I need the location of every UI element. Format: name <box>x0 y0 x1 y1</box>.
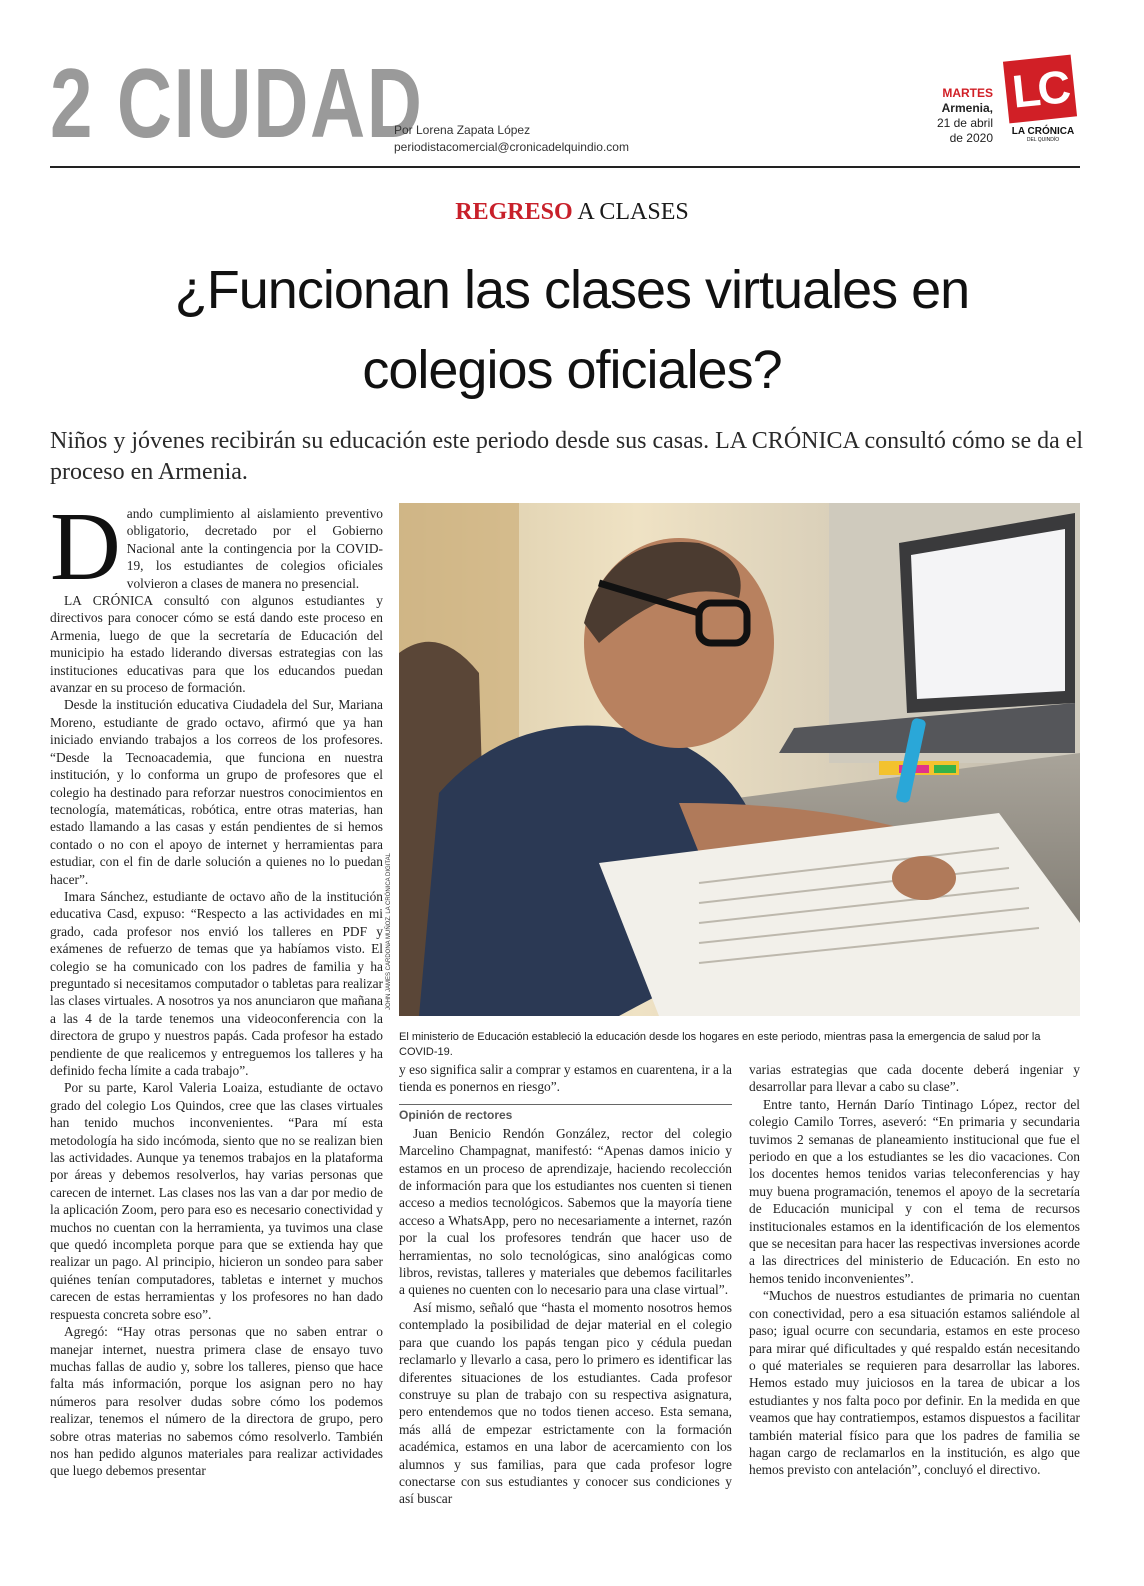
date-line-1: 21 de abril <box>936 116 993 130</box>
article-column-2 <box>399 1061 732 1508</box>
date-line-2: de 2020 <box>949 131 993 145</box>
article-paragraph: Imara Sánchez, estudiante de octavo año de la institución educativa Casd, expuso: “Respecto a las actividades en mi grado, cada profesor nos envió los talleres en PDF y exámenes de refuerzo de temas que ya habíamos visto. El colegio se ha comunicado con los padres de familia y ha preguntado si necesitamos computador o tabletas para realizar las clases virtuales. A nosotros ya nos anunciaron que mañana a las 4 de la tarde tenemos una videoconferencia con la directora de grupo y nuestros papás. Cada profesor ha estado pendiente de que realicemos y entreguemos los talleres y ha definido fecha límite a cada trabajo”. <box>50 888 383 1078</box>
dropcap: D <box>50 493 121 601</box>
kicker-rest: A CLASES <box>577 199 689 225</box>
page-header <box>0 0 1144 170</box>
article-paragraph: Juan Benicio Rendón González, rector del colegio Marcelino Champagnat, manifestó: “Apenas damos inicio y estamos en un proceso de aprendizaje, haciendo recolección de información para que los estudiantes nos cuenten si tienen acceso a medios tecnológicos. Sabemos que la mayoría tiene acceso a WhatsApp, pero no necesariamente a internet, razón por la cual los profesores tendrán que hacer uso de herramientas, no solo tecnológicas, sino analógicas como libros, revistas, talleres y materiales que debemos facilitarles a quienes no cuenten con lo necesario para una clase virtual”. <box>399 1125 732 1298</box>
photo-caption: El ministerio de Educación estableció la educación desde los hogares en este periodo, mientras pasa la emergencia de salud por la COVID-19. <box>399 1031 1041 1058</box>
deck: Niños y jóvenes recibirán su educación este periodo desde sus casas. LA CRÓNICA consultó cómo se da el proceso en Armenia. <box>50 428 1084 485</box>
logo-name: LA CRÓNICA <box>1011 126 1075 137</box>
section-title: 2 CIUDAD <box>50 48 424 158</box>
headline-line-2: colegios oficiales? <box>362 340 782 400</box>
byline-author: Por Lorena Zapata López <box>394 123 531 137</box>
logo-subtitle: DEL QUINDÍO <box>1026 137 1060 143</box>
kicker-highlight: REGRESO <box>455 199 573 225</box>
article-paragraph: varias estrategias que cada docente deberá ingeniar y desarrollar para llevar a cabo su clase”. <box>749 1062 1080 1095</box>
headline <box>40 250 1104 410</box>
date-weekday: MARTES <box>942 86 993 100</box>
byline <box>394 122 629 156</box>
article-paragraph: y eso significa salir a comprar y estamos en cuarentena, ir a la tienda es ponernos en riesgo”. <box>399 1062 732 1095</box>
article-column-1 <box>50 493 383 1480</box>
article-paragraph: Agregó: “Hay otras personas que no saben entrar o manejar internet, nuestra primera clase de ensayo tuvo muchas fallas de audio y, sobre los talleres, pienso que hace falta más información, porque los asignan pero no hay números para resolver dudas sobre cómo los podemos realizar, tenemos el número de la directora de grupo, pero sobre otras materias no sabemos cómo resolverlo. También nos han pedido algunos materiales para realizar actividades que luego debemos presentar <box>50 1324 383 1479</box>
photo-credit: JOHN JAMES CARDONA MUÑOZ. LA CRÓNICA DIGITAL <box>386 853 392 1010</box>
article-paragraph: Por su parte, Karol Valeria Loaiza, estudiante de octavo grado del colegio Los Quindos, cree que las clases virtuales han tenido muchos inconvenientes. “Para mí esta metodología ha sido incómoda, siento que no se realizan bien las actividades. Aunque ya tenemos trabajos en la plataforma por áreas y debemos resolverlos, hay varias personas que carecen de internet. Las clases nos las van a dar por medio de la aplicación Zoom, pero para eso es necesario conectividad y muchos no cuentan con la herramienta, ya tuvimos una clase que quedó incompleta porque para que se extienda hay que realizar un pago. Al principio, hicieron un sondeo para saber quiénes tenían computadores, tabletas e internet y muchos carecen de estas herramientas y los profesores no han dado respuesta concreta sobre eso”. <box>50 1080 383 1322</box>
article-paragraph: Dando cumplimiento al aislamiento preventivo obligatorio, decretado por el Gobierno Nacional ante la contingencia por la COVID-19, los estudiantes de colegios oficiales volvieron a clases de manera no presencial. <box>50 493 383 601</box>
photo-illustration <box>399 503 1080 1016</box>
article-paragraph: Desde la institución educativa Ciudadela del Sur, Mariana Moreno, estudiante de grado octavo, afirmó que ya han iniciado enviando trabajos a los correos de los profesores. “Desde la Tecnoacademia, que funciona en nuestra institución, y lo conforma un grupo de profesores que el colegio ha destinado para reforzar nuestros conocimientos en tecnología, matemáticas, robótica, entre otras materias, han estado llamando a las casas y están pendientes de si hemos contado o no con el apoyo de internet y herramientas para estudiar, con el fin de darle solución a quienes no lo puedan hacer”. <box>50 697 383 887</box>
issue-date <box>900 86 993 146</box>
article-paragraph: Así mismo, señaló que “hasta el momento nosotros hemos contemplado la posibilidad de dejar material en el colegio para que cuando los papás tengan pico y cédula puedan reclamarlo y llevarlo a casa, pero lo primero es identificar las diferentes situaciones de los estudiantes. Cada profesor construye su plan de trabajo con su respectiva asignatura, pero entendemos que no todos tienen acceso. Esta semana, más allá de empezar estrictamente con la formación académica, estamos en una labor de acercamiento con los alumnos y sus familias, para que cada profesor logre conectarse con sus estudiantes y conocer sus condiciones y así buscar <box>399 1299 732 1507</box>
byline-email: periodistacomercial@cronicadelquindio.com <box>394 140 629 154</box>
kicker <box>0 198 1144 226</box>
article-paragraph: “Muchos de nuestros estudiantes de primaria no cuentan con conectividad, pero a esa situación estamos saliéndole al paso; igual ocurre con secundaria, estamos en este proceso para mirar qué dificultades y qué respaldo están necesitando o qué materiales se requieren para desarrollar las labores. Hemos estado muy juiciosos en la tarea de ubicar a los estudiantes y nos falta poco por definir. En la medida en que veamos que hay contratiempos, estamos dispuestos a facilitar también material físico para que los padres de familia se hagan cargo de reclamarlos en la institución, es algo que hemos previsto con antelación”, concluyó el directivo. <box>749 1288 1080 1478</box>
article-paragraph: Entre tanto, Hernán Darío Tintinago López, rector del colegio Camilo Torres, aseveró: “En primaria y secundaria tuvimos 2 semanas de planeamiento institucional que fue el periodo en que a los estudiantes se les dio vacaciones. Con los docentes hemos tenidos varias teleconferencias y hay muy buena programación, tenemos el apoyo de la secretaría de Educación municipal y con el tema de recursos institucionales estamos en la identificación de los elementos que se necesitan para hacer las respectivas inversiones acorde a las directrices del ministerio de Educación. En esto no hemos tenido inconvenientes”. <box>749 1096 1080 1286</box>
header-rule <box>50 166 1080 168</box>
logo-mark: LC <box>1003 55 1077 124</box>
subhead: Opinión de rectores <box>399 1104 732 1123</box>
article-photo <box>399 503 1080 1016</box>
headline-line-1: ¿Funcionan las clases virtuales en <box>174 260 970 320</box>
date-city: Armenia, <box>941 101 993 115</box>
newspaper-logo <box>1006 58 1080 143</box>
article-paragraph: LA CRÓNICA consultó con algunos estudiantes y directivos para conocer cómo se está dando este proceso en Armenia, luego de que la secretaría de Educación del municipio ha estado liderando diversas estrategias con las instituciones educativas para que los educandos puedan avanzar en su proceso de formación. <box>50 593 383 696</box>
article-column-3 <box>749 1061 1080 1479</box>
